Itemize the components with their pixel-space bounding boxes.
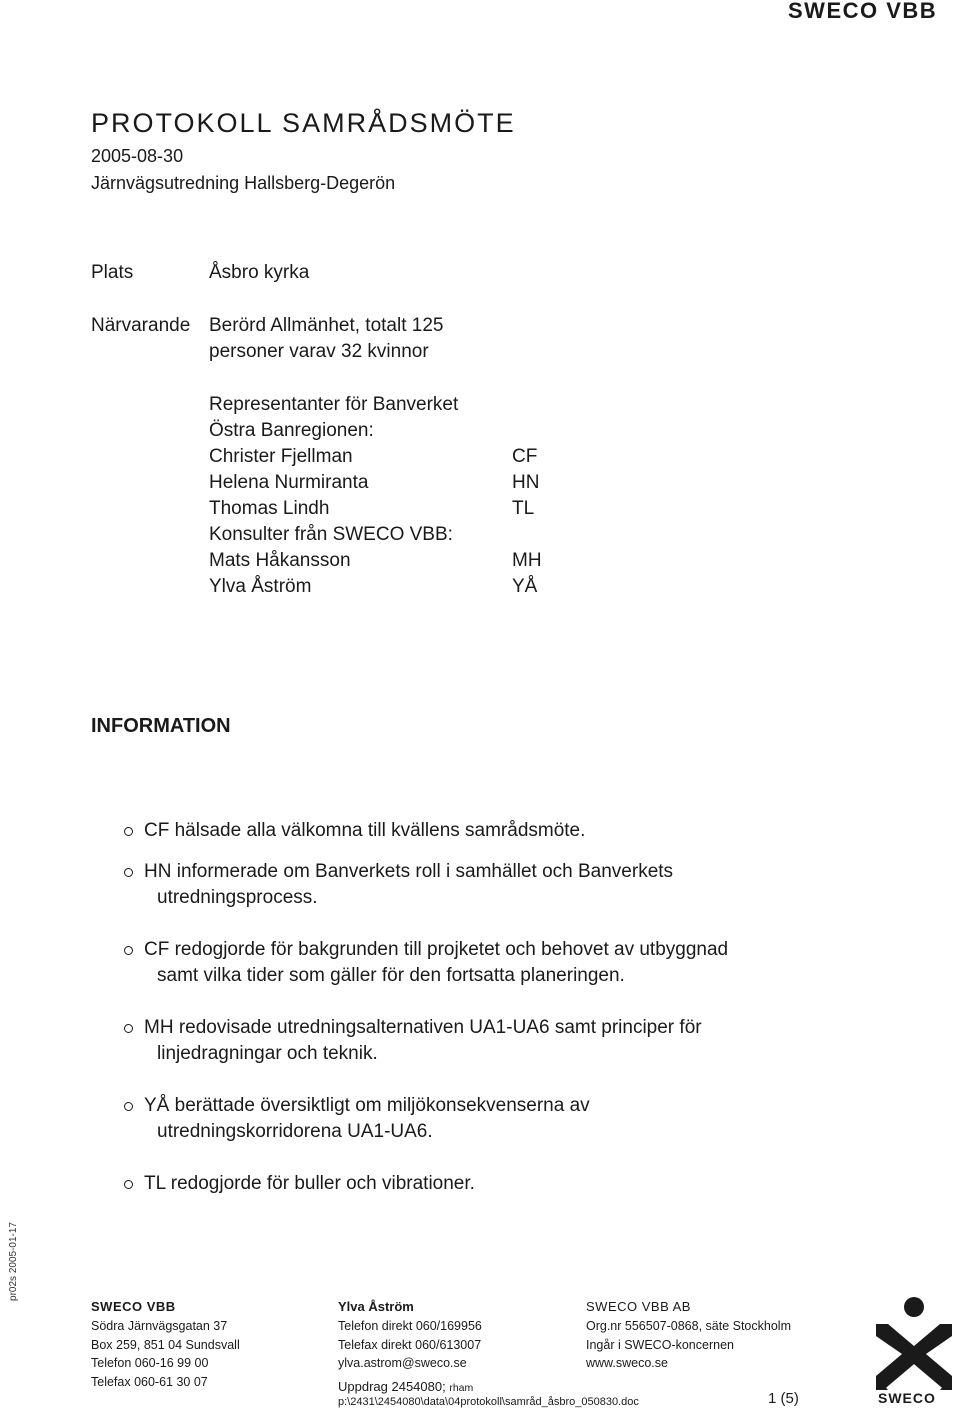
bullet-text-continued: utredningsprocess. — [157, 887, 318, 908]
sweco-figure-logo — [874, 1296, 954, 1410]
bullet-item — [124, 818, 844, 844]
footer-address1: Södra Järnvägsgatan 37 — [91, 1319, 228, 1333]
bullet-text: MH redovisade utredningsalternativen UA1-UA6 samt principer för — [144, 1017, 702, 1038]
footer-address2: Box 259, 851 04 Sundsvall — [91, 1338, 240, 1352]
bullet-text: CF redogjorde för bakgrunden till projketet och behovet av utbyggnad — [144, 939, 729, 960]
bullet-text-continued: samt vilka tider som gäller för den fortsatta planeringen. — [157, 965, 625, 986]
footer-uppdrag-initials: rham — [449, 1382, 474, 1394]
template-code: pr02s 2005-01-17 — [7, 1222, 19, 1301]
bullet-text: HN informerade om Banverkets roll i samhället och Banverkets — [144, 861, 674, 882]
page-number: 1 (5) — [768, 1390, 799, 1407]
bullet-item — [124, 1093, 844, 1145]
footer-uppdrag-number: Uppdrag 2454080; — [338, 1379, 446, 1394]
sweco-logo-text: SWECO — [878, 1390, 936, 1406]
attendee-group-subheading: Östra Banregionen: — [209, 420, 374, 441]
bullet-text-continued: linjedragningar och teknik. — [157, 1043, 378, 1064]
attendee-initials: CF — [512, 446, 538, 467]
section-heading: INFORMATION — [91, 715, 231, 737]
bullet-icon — [124, 827, 133, 836]
narvarande-line1: Berörd Allmänhet, totalt 125 — [209, 315, 444, 336]
attendee-initials: MH — [512, 550, 542, 571]
bullet-icon — [124, 1102, 133, 1111]
footer-phone: Telefon 060-16 99 00 — [91, 1356, 209, 1370]
bullet-item — [124, 1171, 844, 1197]
plats-label: Plats — [91, 262, 134, 283]
bullet-item — [124, 859, 844, 911]
footer-contact-email: ylva.astrom@sweco.se — [338, 1356, 467, 1370]
consultant-group-heading: Konsulter från SWECO VBB: — [209, 524, 453, 545]
footer-company: SWECO VBB — [91, 1299, 176, 1314]
footer-org-number: Org.nr 556507-0868, säte Stockholm — [586, 1319, 791, 1333]
footer-website: www.sweco.se — [586, 1356, 668, 1370]
attendee-initials: TL — [512, 498, 535, 519]
document-date: 2005-08-30 — [91, 146, 184, 166]
attendee-name: Mats Håkansson — [209, 550, 351, 571]
bullet-text-continued: utredningskorridorena UA1-UA6. — [157, 1121, 433, 1142]
footer-legal-company: SWECO VBB AB — [586, 1299, 691, 1314]
narvarande-label: Närvarande — [91, 315, 191, 336]
footer-contact-phone: Telefon direkt 060/169956 — [338, 1319, 482, 1333]
bullet-text: TL redogjorde för buller och vibrationer. — [144, 1173, 475, 1194]
attendee-name: Christer Fjellman — [209, 446, 353, 467]
attendee-group-heading: Representanter för Banverket — [209, 394, 459, 415]
attendee-name: Thomas Lindh — [209, 498, 330, 519]
bullet-icon — [124, 1180, 133, 1189]
footer-contact-fax: Telefax direkt 060/613007 — [338, 1338, 482, 1352]
footer-file-path: p:\2431\2454080\data\04protokoll\samråd_åsbro_050830.doc — [338, 1396, 639, 1408]
attendee-name: Helena Nurmiranta — [209, 472, 369, 493]
document-subject: Järnvägsutredning Hallsberg-Degerön — [91, 173, 396, 193]
attendee-initials: YÅ — [512, 576, 538, 597]
footer-contact-name: Ylva Åström — [338, 1299, 414, 1314]
footer-group: Ingår i SWECO-koncernen — [586, 1338, 734, 1352]
bullet-icon — [124, 868, 133, 877]
footer-uppdrag — [338, 1379, 473, 1394]
bullet-item — [124, 937, 844, 989]
bullet-item — [124, 1015, 844, 1067]
information-bullet-list — [124, 818, 844, 1197]
footer-fax: Telefax 060-61 30 07 — [91, 1375, 208, 1389]
company-logo-top: SWECO VBB — [788, 0, 938, 23]
bullet-icon — [124, 946, 133, 955]
bullet-text: CF hälsade alla välkomna till kvällens samrådsmöte. — [144, 820, 586, 841]
narvarande-line2: personer varav 32 kvinnor — [209, 341, 429, 362]
attendee-name: Ylva Åström — [209, 576, 312, 597]
bullet-icon — [124, 1024, 133, 1033]
sweco-figure-icon — [874, 1296, 954, 1392]
bullet-text: YÅ berättade översiktligt om miljökonsekvenserna av — [144, 1095, 590, 1116]
attendee-initials: HN — [512, 472, 540, 493]
plats-value: Åsbro kyrka — [209, 262, 310, 283]
document-title: PROTOKOLL SAMRÅDSMÖTE — [91, 108, 516, 138]
